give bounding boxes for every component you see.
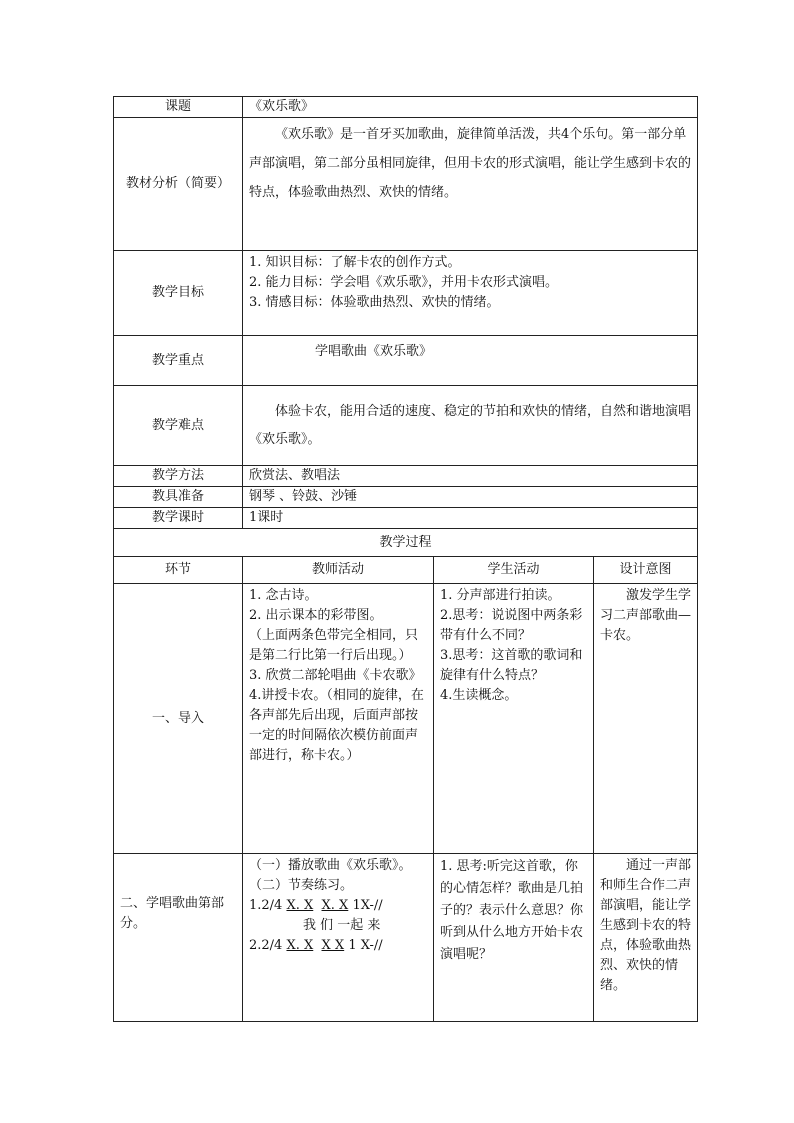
student-step: 1. 分声部进行拍读。 [440, 588, 561, 603]
rhythm-tail: 1 X-// [348, 938, 383, 953]
student-step: 2.思考：说说图中两条彩带有什么不同？ [440, 608, 583, 643]
stage2-intent: 通过一声部和师生合作二声部演唱，能让学生感到卡农的特点，体验歌曲热烈、欢快的情绪。 [594, 854, 698, 1022]
teacher-step: （上面两条色带完全相同，只是第二行比第一行后出现。） [249, 628, 419, 663]
hours-row [114, 508, 698, 529]
goals-list [243, 251, 698, 336]
teacher-step: 2. 出示课本的彩带图。 [249, 608, 383, 623]
key-point-value: 学唱歌曲《欢乐歌》 [243, 336, 698, 386]
rhythm-note: X. X [286, 898, 314, 913]
tools-value: 钢琴 、铃鼓、沙锤 [243, 487, 698, 508]
rhythm-line-1 [249, 896, 427, 916]
hours-value: 1课时 [243, 508, 698, 529]
column-header-student: 学生活动 [434, 557, 594, 584]
analysis-label: 教材分析（简要） [114, 118, 243, 251]
topic-label: 课题 [114, 97, 243, 118]
stage1-teacher [243, 584, 434, 854]
key-point-label: 教学重点 [114, 336, 243, 386]
goal-item: 2. 能力目标：学会唱《欢乐歌》，并用卡农形式演唱。 [249, 275, 559, 290]
stage1-name: 一、导入 [114, 584, 243, 854]
teacher-step: 4.讲授卡农。（相同的旋律，在各声部先后出现，后面声部按一定的时间隔依次模仿前面声部进行，称卡农。） [249, 688, 424, 763]
process-header-row [114, 557, 698, 584]
stage2-row [114, 854, 698, 1022]
tools-label: 教具准备 [114, 487, 243, 508]
analysis-row [114, 118, 698, 251]
stage2-student: 1. 思考:听完这首歌，你的心情怎样？歌曲是几拍子的？表示什么意思？你听到从什么地方开始卡农演唱呢？ [434, 854, 594, 1022]
rhythm-tail: 1X-// [352, 898, 383, 913]
hours-label: 教学课时 [114, 508, 243, 529]
teacher-step: （二）节奏练习。 [249, 878, 354, 893]
difficulty-value: 体验卡农，能用合适的速度、稳定的节拍和欢快的情绪，自然和谐地演唱《欢乐歌》。 [243, 386, 698, 466]
difficulty-row [114, 386, 698, 466]
stage2-teacher [243, 854, 434, 1022]
topic-value: 《欢乐歌》 [243, 97, 698, 118]
teacher-step: 3. 欣赏二部轮唱曲《卡农歌》 [249, 668, 422, 683]
analysis-text: 《欢乐歌》是一首牙买加歌曲，旋律简单活泼，共4个乐句。第一部分单声部演唱，第二部分虽相同旋律，但用卡农的形式演唱，能让学生感到卡农的特点，体验歌曲热烈、欢快的情绪。 [243, 118, 698, 251]
rhythm-note: X. X [286, 938, 314, 953]
difficulty-label: 教学难点 [114, 386, 243, 466]
stage1-intent: 激发学生学习二声部歌曲—卡农。 [594, 584, 698, 854]
stage1-row [114, 584, 698, 854]
method-label: 教学方法 [114, 466, 243, 487]
column-header-teacher: 教师活动 [243, 557, 434, 584]
rhythm-note: X. X [321, 898, 349, 913]
rhythm-note: X X [321, 938, 345, 953]
rhythm-lyrics: 我 们 一起 来 [303, 918, 381, 933]
method-value: 欣赏法、教唱法 [243, 466, 698, 487]
rhythm-line-2 [249, 936, 427, 956]
teacher-step: 1. 念古诗。 [249, 588, 318, 603]
student-step: 3.思考：这首歌的歌词和旋律有什么特点？ [440, 648, 583, 683]
column-header-stage: 环节 [114, 557, 243, 584]
tools-row [114, 487, 698, 508]
method-row [114, 466, 698, 487]
teacher-step: （一）播放歌曲《欢乐歌》。 [249, 858, 412, 873]
goals-label: 教学目标 [114, 251, 243, 336]
stage2-name: 二、学唱歌曲第部分。 [114, 854, 243, 1022]
goal-item: 3. 情感目标：体验歌曲热烈、欢快的情绪。 [249, 295, 500, 310]
key-point-row [114, 336, 698, 386]
lesson-plan-table [113, 96, 698, 1022]
topic-row [114, 97, 698, 118]
process-title-row [114, 529, 698, 557]
rhythm-prefix: 2.2/4 [249, 938, 283, 953]
process-title: 教学过程 [114, 529, 698, 557]
stage1-student [434, 584, 594, 854]
column-header-intent: 设计意图 [594, 557, 698, 584]
goals-row [114, 251, 698, 336]
rhythm-prefix: 1.2/4 [249, 898, 283, 913]
student-step: 4.生读概念。 [440, 688, 518, 703]
goal-item: 1. 知识目标：了解卡农的创作方式。 [249, 255, 461, 270]
